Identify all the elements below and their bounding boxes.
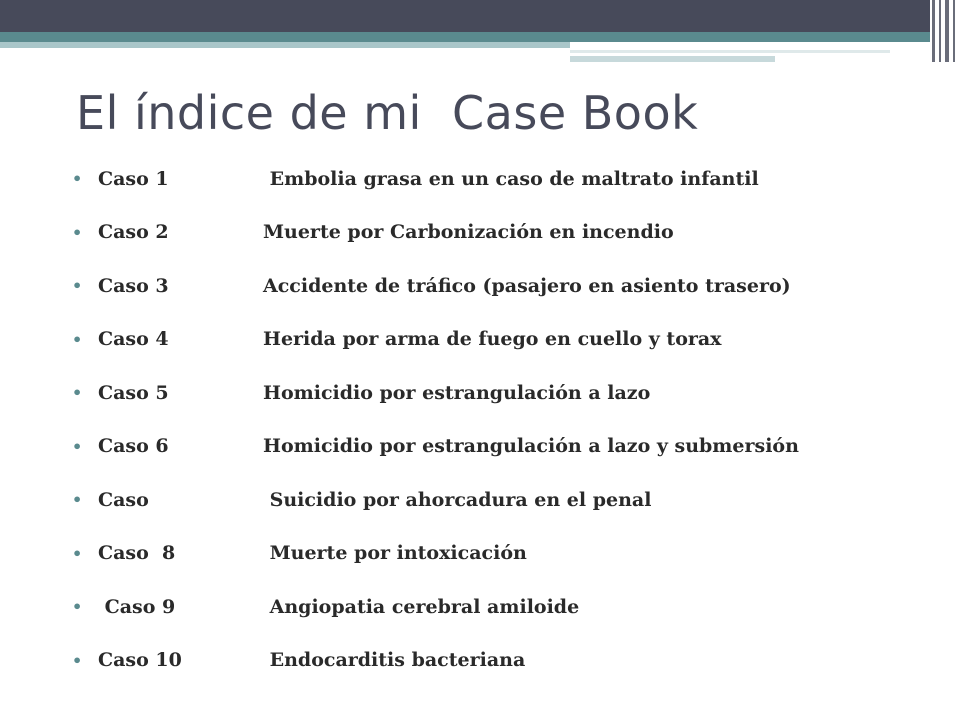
header-stripe-thin xyxy=(570,50,890,53)
bullet-icon: • xyxy=(72,436,83,456)
list-item xyxy=(72,420,799,474)
list-item xyxy=(72,313,799,367)
bullet-icon: • xyxy=(72,329,83,349)
case-description: Endocarditis bacteriana xyxy=(263,649,526,672)
slide-title: El índice de mi Case Book xyxy=(76,86,699,140)
header-stripe-short xyxy=(570,56,775,62)
case-description: Angiopatia cerebral amiloide xyxy=(263,595,580,618)
header-edge-lines xyxy=(930,0,960,62)
edge-line xyxy=(945,0,949,62)
bullet-icon: • xyxy=(72,543,83,563)
case-number: Caso 2 xyxy=(98,221,169,244)
bullet-icon: • xyxy=(72,276,83,296)
case-number: Caso 10 xyxy=(98,649,182,672)
case-description: Herida por arma de fuego en cuello y torax xyxy=(263,328,722,351)
case-number: Caso 5 xyxy=(98,381,169,404)
list-item xyxy=(72,634,799,688)
case-description: Suicidio por ahorcadura en el penal xyxy=(263,488,652,511)
list-item xyxy=(72,206,799,260)
case-list xyxy=(72,152,799,687)
case-number: Caso 6 xyxy=(98,435,169,458)
edge-line xyxy=(939,0,941,62)
header-bar xyxy=(0,0,960,32)
case-number: Caso 8 xyxy=(98,542,176,565)
header-stripe-light xyxy=(0,42,570,48)
bullet-icon: • xyxy=(72,222,83,242)
header-stripe-teal xyxy=(0,32,960,42)
bullet-icon: • xyxy=(72,650,83,670)
bullet-icon: • xyxy=(72,597,83,617)
case-number: Caso xyxy=(98,488,149,511)
list-item xyxy=(72,259,799,313)
bullet-icon: • xyxy=(72,383,83,403)
case-number: Caso 9 xyxy=(98,595,176,618)
list-item xyxy=(72,580,799,634)
case-description: Accidente de tráfico (pasajero en asiento trasero) xyxy=(263,274,791,297)
case-number: Caso 4 xyxy=(98,328,169,351)
list-item xyxy=(72,527,799,581)
edge-line xyxy=(932,0,935,62)
case-description: Muerte por intoxicación xyxy=(263,542,527,565)
list-item xyxy=(72,473,799,527)
case-description: Homicidio por estrangulación a lazo y submersión xyxy=(263,435,799,458)
bullet-icon: • xyxy=(72,490,83,510)
case-number: Caso 1 xyxy=(98,167,169,190)
case-description: Homicidio por estrangulación a lazo xyxy=(263,381,651,404)
list-item xyxy=(72,366,799,420)
list-item xyxy=(72,152,799,206)
bullet-icon: • xyxy=(72,169,83,189)
edge-line xyxy=(953,0,955,62)
case-number: Caso 3 xyxy=(98,274,169,297)
case-description: Muerte por Carbonización en incendio xyxy=(263,221,674,244)
case-description: Embolia grasa en un caso de maltrato infantil xyxy=(263,167,759,190)
